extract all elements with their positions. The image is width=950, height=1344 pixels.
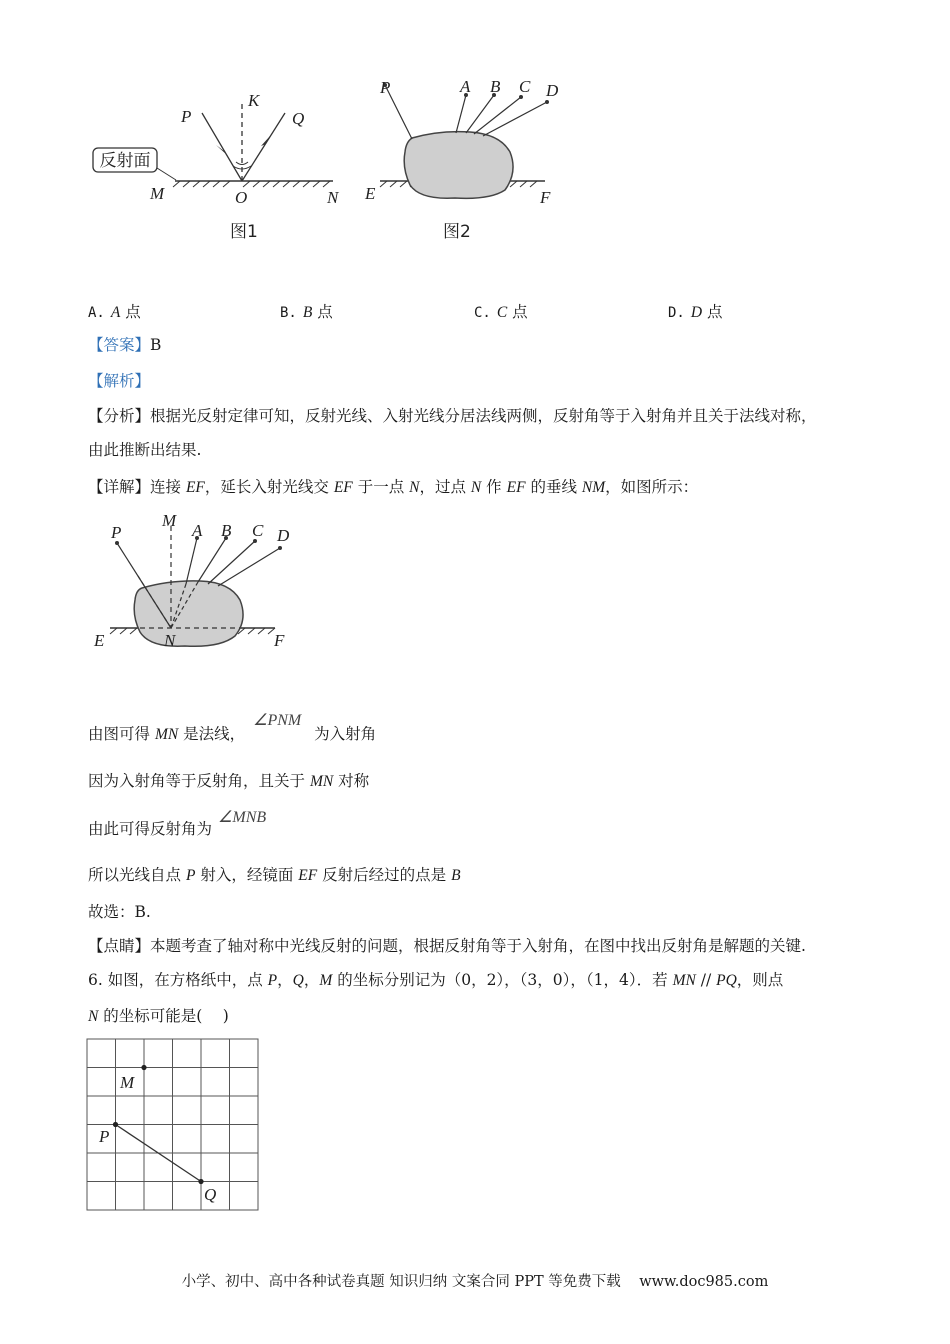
fenxi-line-2: 由此推断出结果.	[88, 441, 202, 459]
figure-1	[93, 91, 340, 242]
q6-line-2: N 的坐标可能是( )	[88, 1007, 229, 1025]
fig2-point-d: D	[546, 81, 559, 100]
fig3-point-e: E	[94, 631, 105, 650]
grid-point-p: P	[99, 1127, 110, 1146]
option-c[interactable]: C. C 点	[474, 303, 528, 321]
fig3-point-a: A	[192, 521, 203, 540]
fig2-point-b: B	[490, 77, 501, 96]
figure-3	[80, 508, 320, 658]
fig1-point-q: Q	[292, 109, 305, 128]
fig2-caption: 图2	[443, 222, 471, 242]
fenxi-line-1: 【分析】根据光反射定律可知，反射光线、入射光线分居法线两侧，反射角等于入射角并且关于法线对称，	[88, 407, 817, 425]
fig3-point-c: C	[252, 521, 264, 540]
grid-point-q: Q	[204, 1185, 217, 1204]
fig3-point-p: P	[111, 523, 122, 542]
footer-link[interactable]: www.doc985.com	[639, 1274, 769, 1290]
fig2-point-c: C	[519, 77, 531, 96]
option-a[interactable]: A. A 点	[88, 303, 141, 321]
xiangjie-line: 【详解】连接 EF，延长入射光线交 EF 于一点 N，过点 N 作 EF 的垂线 NM，如图所示：	[88, 478, 699, 496]
fig2-point-e: E	[365, 184, 376, 203]
fig1-caption: 图1	[230, 222, 258, 242]
fig3-point-n: N	[164, 631, 176, 650]
mirror-label: 反射面	[99, 151, 151, 171]
fig3-point-b: B	[221, 521, 232, 540]
fig3-point-m: M	[162, 511, 177, 530]
option-d[interactable]: D. D 点	[668, 303, 723, 321]
fig2-point-p: P	[380, 78, 391, 97]
fig2-point-a: A	[460, 77, 471, 96]
page-footer: 小学、初中、高中各种试卷真题 知识归纳 文案合同 PPT 等免费下载 www.doc985.com	[181, 1274, 769, 1290]
fig1-point-m: M	[150, 184, 165, 203]
q6-line-1: 6. 如图，在方格纸中，点 P，Q，M 的坐标分别记为（0，2），（3，0），（1，4）．若 MN // PQ，则点	[88, 971, 784, 989]
option-b[interactable]: B. B 点	[280, 303, 333, 321]
fig3-point-d: D	[277, 526, 290, 545]
grid-figure	[84, 1036, 264, 1214]
grid-point-m: M	[120, 1073, 135, 1092]
fig1-point-n: N	[327, 188, 339, 207]
figures-1-2	[0, 60, 600, 250]
dianjing-line: 【点睛】本题考查了轴对称中光线反射的问题，根据反射角等于入射角，在图中找出反射角是解题的关键.	[88, 937, 806, 955]
fig1-point-p: P	[181, 107, 192, 126]
answer-line: 【答案】B	[88, 336, 162, 354]
step-3: 由此可得反射角为∠MNB	[88, 809, 267, 838]
step-1: 由图可得 MN 是法线，∠PNM 为入射角	[88, 712, 377, 743]
fig1-point-k: K	[248, 91, 260, 110]
step-4: 所以光线自点 P 射入，经镜面 EF 反射后经过的点是 B	[88, 866, 461, 884]
step-5: 故选：B.	[88, 903, 151, 921]
fig3-point-f: F	[274, 631, 285, 650]
step-2: 因为入射角等于反射角，且关于 MN 对称	[88, 772, 370, 790]
figure-2	[364, 77, 559, 242]
fig2-point-f: F	[540, 188, 551, 207]
fig1-point-o: O	[235, 188, 248, 207]
analysis-tag: 【解析】	[88, 372, 151, 390]
